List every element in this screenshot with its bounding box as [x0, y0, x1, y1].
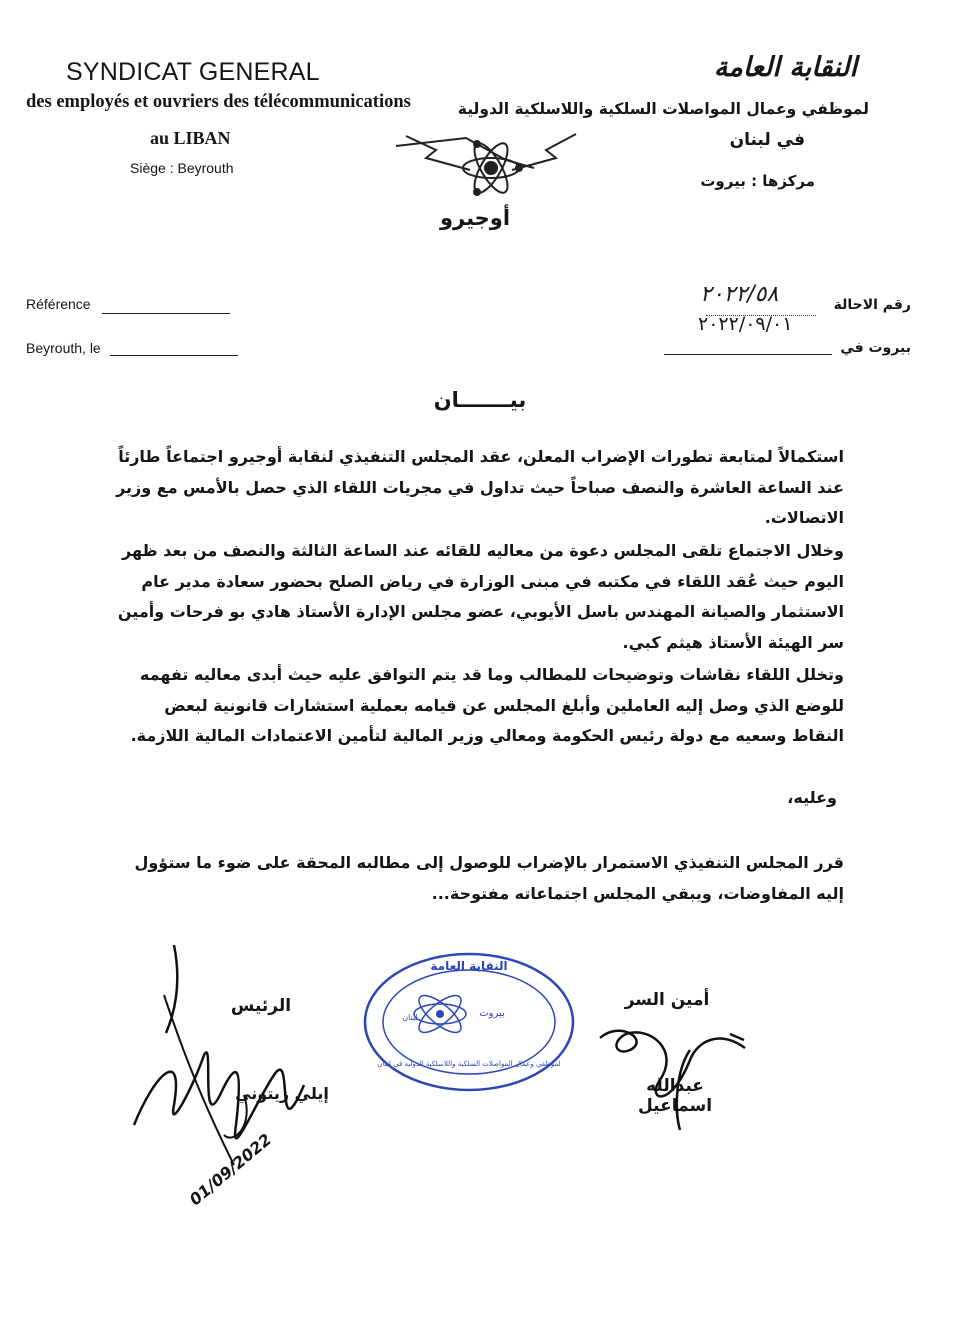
- date-line-ar: [664, 354, 832, 355]
- seal-center-left-text: لبنان: [402, 1013, 418, 1022]
- secretary-name: عبدالله اسماعيل: [637, 1076, 713, 1116]
- letterhead-ar-subtitle: لموظفي وعمال المواصلات السلكية واللاسلكية الدولية: [457, 100, 869, 118]
- statement-heading: بيـــــــان: [433, 388, 527, 412]
- date-label-fr: Beyrouth, le: [26, 340, 101, 356]
- letterhead-ar-country: في لبنان: [729, 130, 805, 150]
- president-signature-icon: [124, 935, 354, 1235]
- date-label-ar: بيروت في: [840, 340, 911, 356]
- secretary-signature-icon: [580, 990, 750, 1140]
- statement-paragraph-1: استكمالاً لمتابعة تطورات الإضراب المعلن، عقد المجلس التنفيذي لنقابة أوجيرو اجتماعاً طارئاً عند الساعة العاشرة والنصف صباحاً حيث تداول في مجريات اللقاء الذي حصل بالأمس مع وزير الاتصالات.: [116, 447, 844, 527]
- letterhead-fr-country: au LIBAN: [150, 128, 231, 148]
- reference-line-fr: [102, 313, 230, 314]
- letterhead-ar-title: النقابة العامة: [713, 52, 857, 83]
- handwritten-reference-date: ٢٠٢٢/٠٩/٠١: [698, 313, 793, 335]
- secretary-title: أمين السر: [624, 990, 710, 1010]
- union-seal-icon: [360, 948, 578, 1096]
- letterhead-fr-subtitle: des employés et ouvriers des télécommunications: [26, 92, 411, 112]
- reference-label-ar: رقم الاحالة: [833, 297, 911, 313]
- seal-top-text: النقابة العامة: [430, 959, 508, 973]
- statement-paragraph-2: وخلال الاجتماع تلقى المجلس دعوة من معاليه للقائه عند الساعة الثالثة والنصف من بعد ظهر اليوم حيث عُقد اللقاء في مكتبه في مبنى الوزارة في رياض الصلح بحضور سعادة مدير عام الاستثمار والصيانة المهندس باسل الأيوبي، عضو مجلس الإدارة الأستاذ هادي بو فرحات وأمين سر الهيئة الأستاذ هيثم كبي.: [117, 541, 844, 652]
- reference-label-fr: Référence: [26, 296, 91, 312]
- letterhead-fr-siege: Siège : Beyrouth: [130, 160, 234, 176]
- brand-name: أوجيرو: [439, 206, 511, 230]
- handwritten-reference-number: ٢٠٢٢/٥٨: [700, 282, 779, 307]
- letterhead-ar-hq: مركزها : بيروت: [700, 172, 815, 190]
- president-title: الرئيس: [230, 996, 292, 1016]
- date-line-fr: [110, 355, 238, 356]
- seal-ring-text: لموظفي وعمال المواصلات السلكية واللاسلكية الدولية في لبنان: [377, 1060, 561, 1068]
- statement-therefore: وعليه،: [787, 788, 837, 807]
- seal-center-right-text: بيروت: [479, 1008, 505, 1019]
- president-name: إيلي زيتوني: [235, 1084, 329, 1103]
- letterhead-fr-title: SYNDICAT GENERAL: [66, 58, 320, 86]
- president-handwritten-date: 01/09/2022: [185, 1129, 276, 1210]
- statement-decision: قرر المجلس التنفيذي الاستمرار بالإضراب للوصول إلى مطالبه المحقة على ضوء ما ستؤول إليه المفاوضات، ويبقي المجلس اجتماعاته مفتوحة...: [134, 853, 844, 903]
- statement-paragraph-3: وتخلل اللقاء نقاشات وتوضيحات للمطالب وما قد يتم التوافق عليه حيث أبدى معاليه تفهمه للوضع الذي وصل إليه العاملين وأبلغ المجلس عن قيامه بعملية استشارات قانونية لبعض النقاط وسعيه مع دولة رئيس الحكومة ومعالي وزير المالية لتأمين الاعتمادات المالية اللازمة.: [130, 665, 844, 745]
